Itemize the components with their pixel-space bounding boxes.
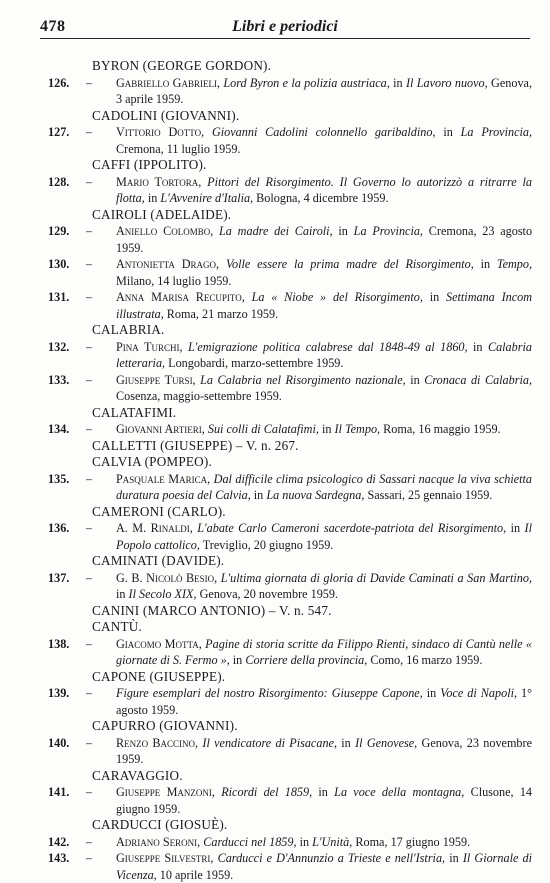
entry-title: Lord Byron e la polizia austriaca,: [223, 75, 390, 90]
bibliography-entry: [48, 223, 532, 256]
entry-place-date: Clusone, 14 giugno 1959.: [116, 785, 533, 816]
entry-dash: –: [86, 785, 93, 799]
entry-author: Aniello Colombo,: [116, 224, 214, 238]
entry-author: Mario Tortora,: [116, 174, 202, 189]
entry-author: A. M. Rinaldi,: [116, 521, 193, 535]
entry-title: La Calabria nel Risorgimento nazionale,: [200, 372, 406, 387]
bibliography-entry: [48, 256, 532, 289]
section-heading: CAMINATI (DAVIDE).: [92, 553, 225, 568]
entry-in: in: [341, 735, 351, 750]
running-title: Libri e periodici: [232, 18, 338, 35]
entry-in: in: [147, 191, 158, 205]
entry-dash: –: [86, 851, 93, 865]
entry-title: Pittori del Risorgimento. Il Governo lo autorizzò a ritrarre la flotta,: [116, 174, 533, 205]
entry-in: in: [338, 224, 348, 238]
entry-place-date: Genova, 20 novembre 1959.: [199, 587, 339, 601]
bibliography-body: [48, 58, 532, 883]
entry-journal: La voce della montagna,: [334, 785, 465, 799]
entry-journal: Corriere della provincia,: [245, 653, 368, 667]
bibliography-entry: [48, 471, 532, 504]
entry-author: G. B. Nicolò Besio,: [116, 570, 218, 585]
entry-title: Carducci e D'Annunzio a Trieste e nell'Istria,: [217, 851, 446, 865]
header-rule: [40, 38, 530, 39]
entry-journal: L'Unità,: [312, 834, 353, 849]
section-heading: CAPONE (GIUSEPPE).: [92, 668, 226, 684]
section-heading: CADOLINI (GIOVANNI).: [92, 107, 240, 123]
entry-journal: Cronaca di Calabria,: [424, 372, 533, 387]
entry-author: Giovanni Artieri,: [116, 422, 205, 436]
entry-author: Gabriello Gabrieli,: [116, 75, 220, 90]
entry-number: 142.: [48, 834, 70, 849]
entry-place-date: Cremona, 23 agosto 1959.: [116, 224, 533, 255]
entry-in: in: [480, 257, 491, 271]
entry-number: 143.: [48, 851, 70, 865]
entry-place-date: Roma, 17 giugno 1959.: [355, 834, 471, 849]
entry-journal: Il Giornale di Vicenza,: [116, 851, 533, 882]
entry-number: 129.: [48, 224, 70, 238]
entry-place-date: Genova, 3 aprile 1959.: [116, 75, 532, 106]
entry-author: Vittorio Dotto,: [116, 125, 205, 139]
entry-journal: Il Secolo XIX,: [128, 587, 197, 601]
section-heading: CARDUCCI (GIOSUÈ).: [92, 817, 228, 832]
bibliography-entry: [48, 421, 532, 438]
entry-title: L'emigrazione politica calabrese dal 1848-49 al 1860,: [187, 339, 468, 354]
entry-journal: Tempo,: [496, 257, 533, 271]
entry-dash: –: [86, 372, 93, 387]
entry-title: Giovanni Cadolini colonnello garibaldino,: [211, 125, 436, 139]
page-number: 478: [40, 18, 66, 35]
entry-number: 127.: [48, 125, 70, 139]
bibliography-entry: [48, 636, 532, 669]
entry-author: Anna Marisa Recupito,: [116, 290, 245, 304]
entry-title: Figure esemplari del nostro Risorgimento: Giuseppe Capone,: [116, 686, 423, 700]
entry-in: in: [318, 785, 328, 799]
entry-number: 138.: [48, 636, 70, 651]
entry-title: Il vendicatore di Pisacane,: [202, 735, 337, 750]
bibliography-entry: [48, 850, 532, 883]
entry-journal: Voce di Napoli,: [440, 686, 518, 700]
entry-title: L'ultima giornata di gloria di Davide Caminati a San Martino,: [220, 570, 532, 585]
entry-author: Pasquale Marica,: [116, 471, 211, 486]
entry-dash: –: [86, 636, 93, 651]
entry-in: in: [426, 686, 437, 700]
section-heading: CAFFI (IPPOLITO).: [92, 157, 207, 172]
entry-author: Pina Turchi,: [116, 339, 183, 354]
entry-journal: Calabria letteraria,: [116, 339, 532, 370]
entry-journal: La Provincia,: [353, 224, 423, 238]
entry-dash: –: [86, 422, 93, 436]
entry-in: in: [473, 339, 483, 354]
section-heading: BYRON (GEORGE GORDON).: [92, 58, 272, 73]
entry-journal: L'Avvenire d'Italia,: [160, 191, 254, 205]
entry-title: La madre dei Cairoli,: [219, 224, 333, 238]
entry-journal: Il Lavoro nuovo,: [405, 75, 488, 90]
entry-author: Adriano Seroni,: [116, 834, 201, 849]
entry-place-date: 10 aprile 1959.: [159, 867, 234, 882]
section-heading: CAMERONI (CARLO).: [92, 503, 226, 519]
entry-dash: –: [86, 570, 93, 585]
bibliography-entry: [48, 339, 532, 372]
entry-title: L'abate Carlo Cameroni sacerdote-patriota del Risorgimento,: [197, 521, 507, 535]
bibliography-entry: [48, 372, 532, 405]
entry-place-date: Genova, 23 novembre 1959.: [116, 735, 532, 766]
entry-place-date: Milano, 14 luglio 1959.: [116, 273, 232, 288]
entry-journal: La Provincia,: [460, 125, 533, 139]
entry-title: Volle essere la prima madre del Risorgimento,: [225, 257, 474, 271]
entry-author: Giuseppe Silvestri,: [116, 851, 214, 865]
entry-title: La « Niobe » del Risorgimento,: [251, 290, 423, 304]
entry-place-date: Roma, 16 maggio 1959.: [383, 422, 501, 436]
entry-title: Ricordi del 1859,: [221, 785, 313, 799]
entry-dash: –: [86, 257, 93, 271]
entry-number: 140.: [48, 735, 70, 750]
bibliography-entry: [48, 834, 532, 851]
section-heading: CANTÙ.: [92, 619, 142, 634]
section-heading: CALVIA (POMPEO).: [92, 454, 212, 469]
entry-place-date: Cremona, 11 luglio 1959.: [116, 141, 241, 156]
entry-in: in: [510, 521, 521, 535]
entry-author: Giuseppe Manzoni,: [116, 785, 215, 799]
page-header: [40, 14, 530, 38]
entry-dash: –: [86, 75, 93, 90]
entry-number: 136.: [48, 521, 70, 535]
entry-in: in: [410, 372, 420, 387]
section-heading: CALABRIA.: [92, 322, 165, 337]
entry-dash: –: [86, 224, 93, 238]
entry-number: 131.: [48, 290, 70, 304]
entry-journal: Il Popolo cattolico,: [116, 521, 532, 552]
bibliography-entry: [48, 784, 532, 817]
entry-place-date: Sassari, 25 gennaio 1959.: [367, 488, 493, 502]
entry-place-date: Bologna, 4 dicembre 1959.: [256, 191, 389, 205]
entry-number: 126.: [48, 75, 70, 90]
entry-in: in: [449, 851, 459, 865]
entry-number: 141.: [48, 785, 70, 799]
entry-place-date: Roma, 21 marzo 1959.: [166, 306, 279, 321]
entry-place-date: Cosenza, maggio-settembre 1959.: [116, 389, 282, 403]
entry-place-date: 1° agosto 1959.: [116, 686, 532, 717]
entry-place-date: Como, 16 marzo 1959.: [370, 653, 483, 667]
entry-dash: –: [86, 339, 93, 354]
section-heading: CAIROLI (ADELAIDE).: [92, 206, 232, 222]
entry-title: Pagine di storia scritte da Filippo Rienti, sindaco di Cantù nelle « giornate di S. Fermo »,: [116, 636, 532, 667]
entry-title: Carducci nel 1859,: [203, 834, 297, 849]
entry-dash: –: [86, 290, 93, 304]
entry-in: in: [429, 290, 440, 304]
bibliography-entry: [48, 124, 532, 157]
entry-number: 128.: [48, 174, 70, 189]
entry-dash: –: [86, 521, 93, 535]
entry-number: 139.: [48, 686, 70, 700]
entry-journal: La nuova Sardegna,: [266, 488, 365, 502]
entry-dash: –: [86, 471, 93, 486]
entry-number: 132.: [48, 339, 70, 354]
entry-dash: –: [86, 735, 93, 750]
entry-author: Giuseppe Tursi,: [116, 372, 196, 387]
bibliography-entry: [48, 685, 532, 718]
section-heading: CALATAFIMI.: [92, 404, 177, 420]
entry-number: 137.: [48, 570, 70, 585]
entry-in: in: [321, 422, 332, 436]
bibliography-entry: [48, 174, 532, 207]
entry-in: in: [299, 834, 310, 849]
entry-number: 135.: [48, 471, 70, 486]
section-heading: CANINI (MARCO ANTONIO) – V. n. 547.: [92, 602, 332, 618]
entry-author: Renzo Baccino,: [116, 735, 199, 750]
bibliography-entry: [48, 735, 532, 768]
entry-dash: –: [86, 834, 93, 849]
entry-number: 134.: [48, 422, 70, 436]
section-heading: CALLETTI (GIUSEPPE) – V. n. 267.: [92, 437, 299, 453]
bibliography-entry: [48, 520, 532, 553]
entry-place-date: Treviglio, 20 giugno 1959.: [202, 537, 334, 552]
entry-in: in: [253, 488, 264, 502]
entry-place-date: Longobardi, marzo-settembre 1959.: [168, 356, 344, 370]
entry-dash: –: [86, 125, 93, 139]
bibliography-entry: [48, 75, 532, 108]
entry-in: in: [443, 125, 453, 139]
entry-dash: –: [86, 686, 93, 700]
entry-author: Giacomo Motta,: [116, 636, 202, 651]
entry-title: Sui colli di Calatafimi,: [207, 422, 319, 436]
entry-number: 133.: [48, 372, 70, 387]
entry-author: Antonietta Drago,: [116, 257, 220, 271]
entry-journal: Il Genovese,: [355, 735, 418, 750]
entry-number: 130.: [48, 257, 70, 271]
entry-journal: Settimana Incom illustrata,: [116, 290, 533, 321]
entry-journal: Il Tempo,: [334, 422, 381, 436]
section-heading: CARAVAGGIO.: [92, 767, 183, 783]
entry-in: in: [393, 75, 403, 90]
bibliography-entry: [48, 570, 532, 603]
section-heading: CAPURRO (GIOVANNI).: [92, 718, 238, 733]
entry-dash: –: [86, 174, 93, 189]
bibliography-entry: [48, 289, 532, 322]
entry-in: in: [116, 587, 126, 601]
entry-title: Dal difficile clima psicologico di Sassari nacque la viva schietta duratura poesia del Calvia,: [116, 471, 533, 502]
entry-in: in: [232, 653, 243, 667]
